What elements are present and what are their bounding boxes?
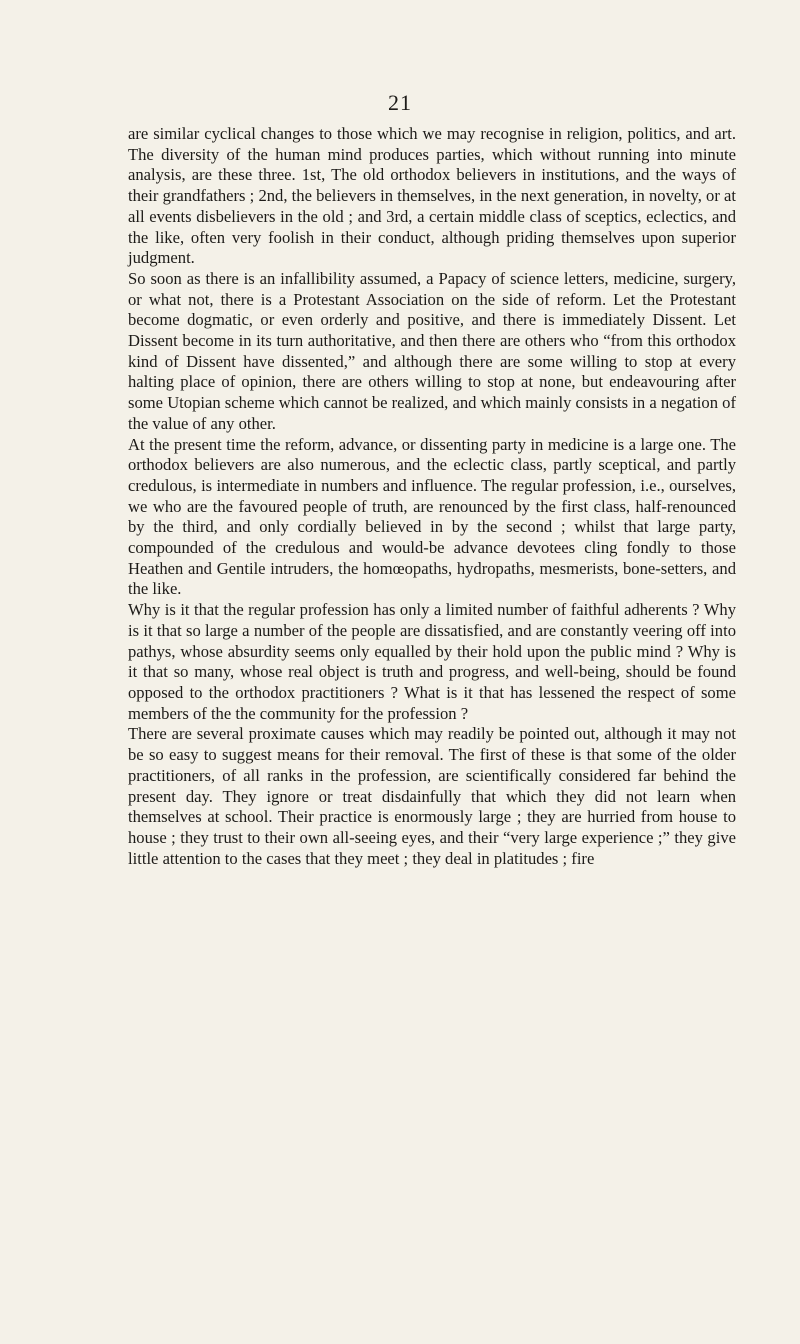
paragraph-3: At the present time the reform, advance, or dissenting party in medicine is a large one. The orthodox believers are also numerous, and the eclectic class, partly sceptical, and partly credulous, is intermediate in numbers and influence. The regular profession, i.e., ourselves, we who are the favoured people of truth, are renounced by the first class, half-renounced by the third, and only cordially believed in by the second ; whilst that large party, compounded of the credulous and would-be advance devotees cling fondly to those Heathen and Gentile intruders, the homœopaths, hydropaths, mesmerists, bone-setters, and the like. xyxy=(128,434,736,599)
paragraph-1: are similar cyclical changes to those which we may recognise in religion, politics, and art. The diversity of the human mind produces parties, which without running into minute analysis, are these three. 1st, The old orthodox believers in institutions, and the ways of their grandfathers ; 2nd, the believers in themselves, in the next generation, in novelty, or at all events disbelievers in the old ; and 3rd, a certain middle class of sceptics, eclectics, and the like, often very foolish in their conduct, although priding themselves upon superior judgment. xyxy=(128,124,736,268)
paragraph-5: There are several proximate causes which may readily be pointed out, although it may not be so easy to suggest means for their removal. The first of these is that some of the older practitioners, of all ranks in the profession, are scientifically considered far behind the present day. They ignore or treat disdainfully that which they did not learn when themselves at school. Their practice is enormously large ; they are hurried from house to house ; they trust to their own all-seeing eyes, and their “very large experience ;” they give little attention to the cases that they meet ; they deal in platitudes ; fire xyxy=(128,724,736,868)
paragraph-4: Why is it that the regular profession has only a limited number of faithful adherents ? Why is it that so large a number of the people are dissatisfied, and are constantly veering off into pathys, whose absurdity seems only equalled by their hold upon the public mind ? Why is it that so many, whose real object is truth and progress, and well-being, should be found opposed to the orthodox practitioners ? What is it that has lessened the respect of some members of the the community for the profession ? xyxy=(128,600,736,723)
paragraph-2: So soon as there is an infallibility assumed, a Papacy of science letters, medicine, surgery, or what not, there is a Protestant Association on the side of reform. Let the Protestant become dogmatic, or even orderly and positive, and there is immediately Dissent. Let Dissent become in its turn authoritative, and then there are others who “from this orthodox kind of Dissent have dissented,” and although there are some willing to stop at every halting place of opinion, there are others willing to stop at none, but endeavouring after some Utopian scheme which cannot be realized, and which mainly consists in a negation of the value of any other. xyxy=(128,268,736,433)
page-number: 21 xyxy=(388,90,412,115)
body-text xyxy=(128,124,736,869)
